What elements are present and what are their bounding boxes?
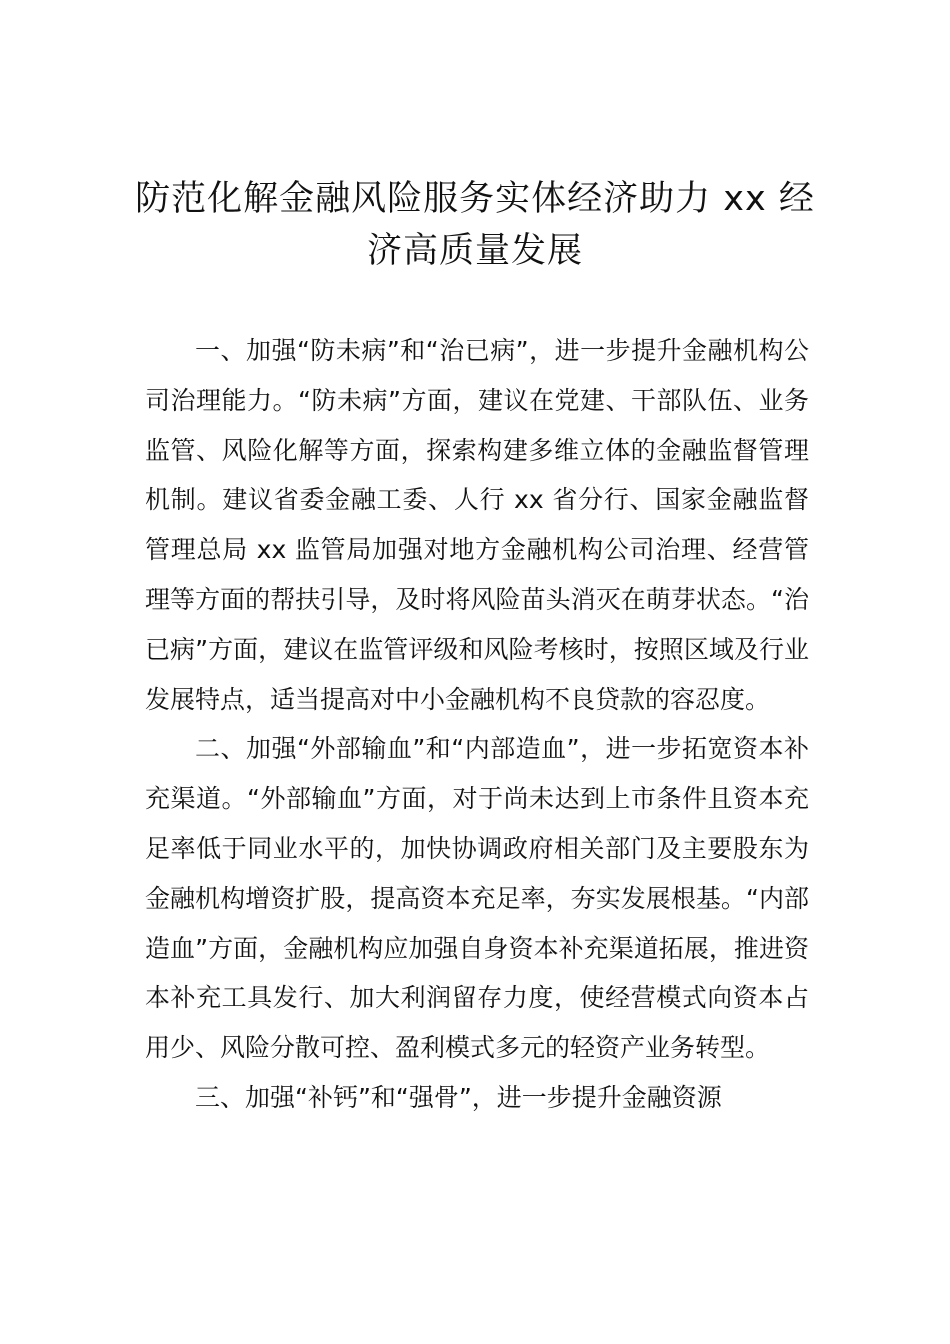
- paragraph-3: 三、加强“补钙”和“强骨”，进一步提升金融资源: [195, 1082, 722, 1112]
- document-title: [120, 173, 830, 277]
- document-title-line-1: 防范化解金融风险服务实体经济助力 xx 经: [135, 179, 815, 219]
- paragraph-2: 二、加强“外部输血”和“内部造血”，进一步拓宽资本补充渠道。“外部输血”方面，对于尚未达到上市条件且资本充足率低于同业水平的，加快协调政府相关部门及主要股东为金融机构增资扩股，提高资本充足率，夯实发展根基。“内部造血”方面，金融机构应加强自身资本补充渠道拓展，推进资本补充工具发行、加大利润留存力度，使经营模式向资本占用少、风险分散可控、盈利模式多元的轻资产业务转型。: [145, 734, 809, 1063]
- document-body: [145, 326, 809, 1123]
- paragraph-1: 一、加强“防未病”和“治已病”，进一步提升金融机构公司治理能力。“防未病”方面，建议在党建、干部队伍、业务监管、风险化解等方面，探索构建多维立体的金融监督管理机制。建议省委金融工委、人行 xx 省分行、国家金融监督管理总局 xx 监管局加强对地方金融机构公司治理、经营管理等方面的帮扶引导，及时将风险苗头消灭在萌芽状态。“治已病”方面，建议在监管评级和风险考核时，按照区域及行业发展特点，适当提高对中小金融机构不良贷款的容忍度。: [145, 336, 809, 714]
- document-title-line-2: 济高质量发展: [366, 231, 583, 271]
